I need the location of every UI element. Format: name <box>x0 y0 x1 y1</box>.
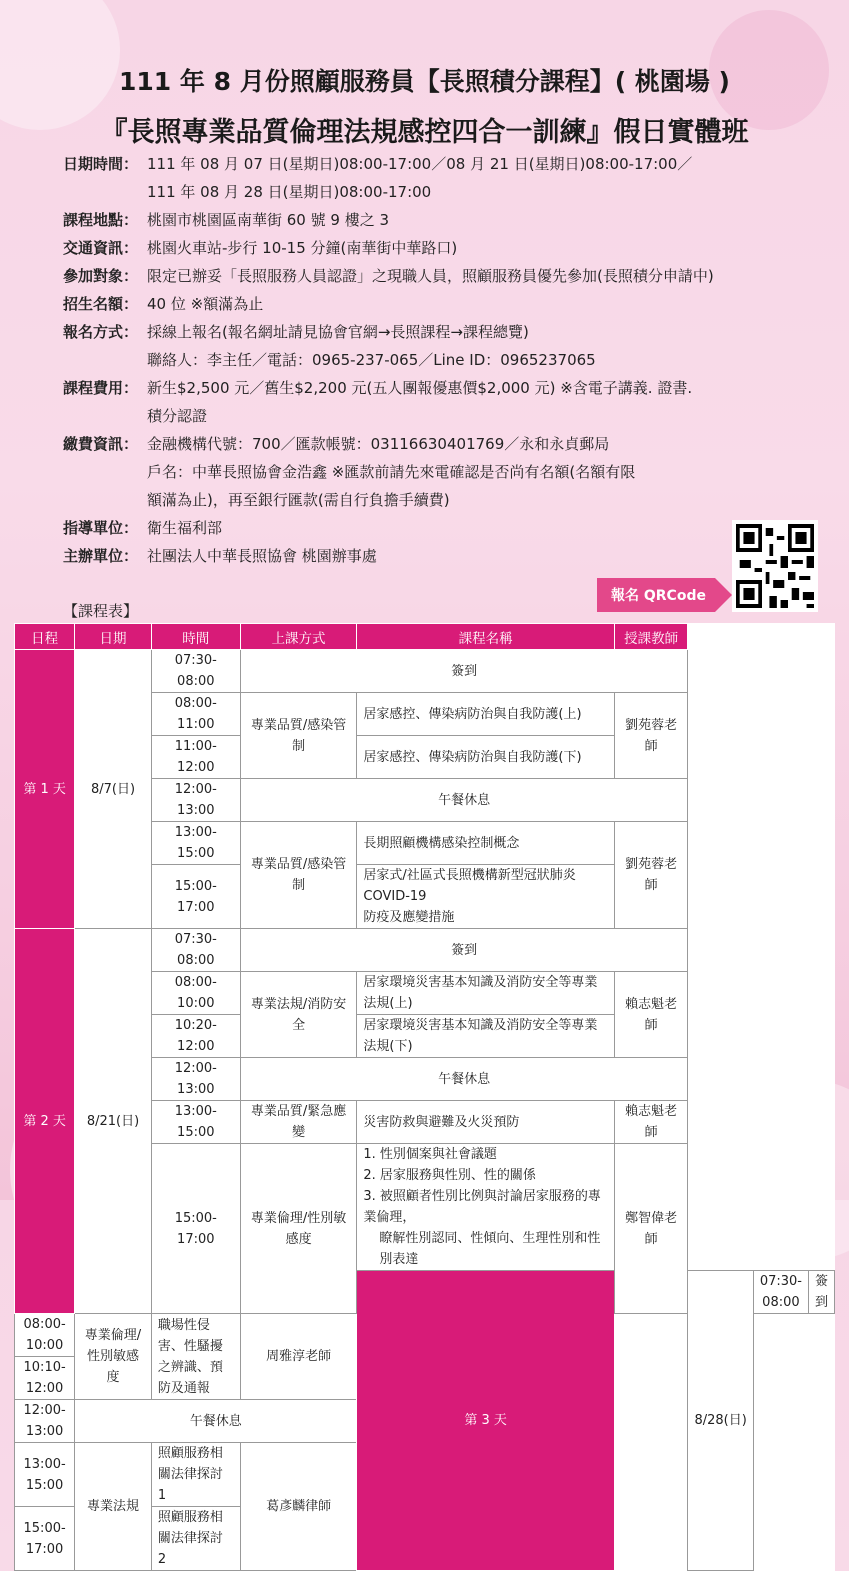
teacher-cell: 劉苑蓉老師 <box>614 693 688 779</box>
teacher-cell: 周雅淳老師 <box>240 1314 357 1400</box>
mode-cell: 專業倫理/性別敏感度 <box>75 1314 152 1400</box>
table-header <box>15 624 835 650</box>
header-teacher: 授課教師 <box>614 624 688 650</box>
table-row <box>15 650 835 693</box>
register-value: 採線上報名(報名網址請見協會官網→長照課程→課程總覽) <box>147 323 529 341</box>
course-cell: 居家式/社區式長照機構新型冠狀肺炎 COVID-19 <box>357 865 614 908</box>
page-subtitle: 『長照專業品質倫理法規感控四合一訓練』假日實體班 <box>100 117 749 148</box>
payment-label: 繳費資訊： <box>63 435 139 453</box>
payment-value-2: 戶名：中華長照協會金浩鑫 ※匯款前請先來電確認是否尚有名額(名額有限 <box>147 463 636 481</box>
course-cell: 2. 居家服務與性別、性的關係 <box>357 1165 614 1186</box>
time-cell: 13:00-15:00 <box>151 1101 240 1144</box>
quota-label: 招生名額： <box>63 295 139 313</box>
page-title: 111 年 8 月份照顧服務員【長照積分課程】( 桃園場 ) <box>119 67 730 96</box>
header-date: 日期 <box>75 624 152 650</box>
time-cell: 07:30-08:00 <box>151 650 240 693</box>
mode-cell: 專業品質/緊急應變 <box>240 1101 357 1144</box>
fee-value: 新生$2,500 元／舊生$2,200 元(五人團報優惠價$2,000 元) ※含電子講義. 證書. <box>147 379 693 397</box>
schedule-label: 【課程表】 <box>63 602 139 620</box>
schedule-table <box>14 623 835 1571</box>
teacher-cell: 劉苑蓉老師 <box>614 822 688 929</box>
transport-value: 桃園火車站-步行 10-15 分鐘(南華街中華路口) <box>147 239 458 257</box>
checkin-cell: 簽到 <box>240 650 688 693</box>
course-cell: 居家感控、傳染病防治與自我防護(下) <box>357 736 614 779</box>
time-cell: 08:00-10:00 <box>15 1314 75 1357</box>
time-cell: 15:00-17:00 <box>15 1507 75 1571</box>
course-info <box>63 150 823 570</box>
time-cell: 10:20-12:00 <box>151 1015 240 1058</box>
course-cell: 居家環境災害基本知識及消防安全等專業法規(上) <box>357 972 614 1015</box>
mode-cell: 專業法規/消防安全 <box>240 972 357 1058</box>
course-cell: 3. 被照顧者性別比例與討論居家服務的專業倫理， <box>357 1186 614 1228</box>
course-cell: 居家環境災害基本知識及消防安全等專業法規(下) <box>357 1015 614 1058</box>
contact-value: 聯絡人：李主任／電話：0965-237-065／Line ID：0965237065 <box>147 351 596 369</box>
lunch-cell: 午餐休息 <box>75 1400 357 1443</box>
course-cell: 居家感控、傳染病防治與自我防護(上) <box>357 693 614 736</box>
time-cell: 08:00-10:00 <box>151 972 240 1015</box>
teacher-cell: 葛彥麟律師 <box>240 1443 357 1571</box>
course-cell: 職場性侵害、性騷擾之辨識、預防及通報 <box>151 1314 240 1400</box>
course-cell: 防疫及應變措施 <box>357 907 614 929</box>
course-cell: 照顧服務相關法律探討 2 <box>151 1507 240 1571</box>
lunch-cell: 午餐休息 <box>240 779 688 822</box>
location-value: 桃園市桃園區南華街 60 號 9 樓之 3 <box>147 211 390 229</box>
teacher-cell: 鄭智偉老師 <box>614 1144 688 1314</box>
course-cell: 長期照顧機構感染控制概念 <box>357 822 614 865</box>
date-value-2: 111 年 08 月 28 日(星期日)08:00-17:00 <box>147 183 432 201</box>
time-cell: 07:30-08:00 <box>753 1271 808 1314</box>
time-cell: 07:30-08:00 <box>151 929 240 972</box>
time-cell: 13:00-15:00 <box>15 1443 75 1507</box>
guidance-value: 衛生福利部 <box>147 519 223 537</box>
mode-cell: 專業倫理/性別敏感度 <box>240 1144 357 1314</box>
mode-cell: 專業品質/感染管制 <box>240 693 357 779</box>
target-value: 限定已辦妥「長照服務人員認證」之現職人員，照顧服務員優先參加(長照積分申請中) <box>147 267 714 285</box>
day-cell: 第 2 天 <box>15 929 75 1314</box>
mode-cell: 專業品質/感染管制 <box>240 822 357 929</box>
header-time: 時間 <box>151 624 240 650</box>
target-label: 參加對象： <box>63 267 139 285</box>
checkin-cell: 簽到 <box>808 1271 834 1314</box>
registration-qrcode[interactable] <box>732 520 818 612</box>
location-label: 課程地點： <box>63 211 139 229</box>
organizer-value: 社團法人中華長照協會 桃園辦事處 <box>147 547 377 565</box>
transport-label: 交通資訊： <box>63 239 139 257</box>
date-cell: 8/28(日) <box>688 1271 753 1571</box>
time-cell: 15:00-17:00 <box>151 865 240 929</box>
time-cell: 08:00-11:00 <box>151 693 240 736</box>
day-cell: 第 3 天 <box>357 1271 614 1571</box>
time-cell: 13:00-15:00 <box>151 822 240 865</box>
teacher-cell: 賴志魁老師 <box>614 972 688 1058</box>
day-cell: 第 1 天 <box>15 650 75 929</box>
payment-value: 金融機構代號：700／匯款帳號：03116630401769／永和永貞郵局 <box>147 435 610 453</box>
quota-value: 40 位 ※額滿為止 <box>147 295 264 313</box>
time-cell: 12:00-13:00 <box>151 1058 240 1101</box>
mode-cell: 專業法規 <box>75 1443 152 1571</box>
fee-value-2: 積分認證 <box>147 407 208 425</box>
organizer-label: 主辦單位： <box>63 547 139 565</box>
checkin-cell: 簽到 <box>240 929 688 972</box>
course-cell: 災害防救與避難及火災預防 <box>357 1101 614 1144</box>
lunch-cell: 午餐休息 <box>240 1058 688 1101</box>
register-label: 報名方式： <box>63 323 139 341</box>
header-day: 日程 <box>15 624 75 650</box>
header-course: 課程名稱 <box>357 624 614 650</box>
course-cell: 照顧服務相關法律探討 1 <box>151 1443 240 1507</box>
date-cell: 8/7(日) <box>75 650 152 929</box>
course-cell: 瞭解性別認同、性傾向、生理性別和性別表達 <box>357 1228 614 1271</box>
time-cell: 12:00-13:00 <box>151 779 240 822</box>
payment-value-3: 額滿為止)，再至銀行匯款(需自行負擔手續費) <box>147 491 450 509</box>
course-cell: 1. 性別個案與社會議題 <box>357 1144 614 1166</box>
fee-label: 課程費用： <box>63 379 139 397</box>
time-cell: 10:10-12:00 <box>15 1357 75 1400</box>
date-value: 111 年 08 月 07 日(星期日)08:00-17:00／08 月 21 日(星期日)08:00-17:00／ <box>147 155 693 173</box>
qrcode-label: 報名 QRCode <box>597 578 715 612</box>
time-cell: 12:00-13:00 <box>15 1400 75 1443</box>
header-mode: 上課方式 <box>240 624 357 650</box>
teacher-cell: 賴志魁老師 <box>614 1101 688 1144</box>
date-label: 日期時間： <box>63 155 139 173</box>
date-cell: 8/21(日) <box>75 929 152 1314</box>
time-cell: 15:00-17:00 <box>151 1144 240 1314</box>
table-row <box>15 929 835 972</box>
time-cell: 11:00-12:00 <box>151 736 240 779</box>
guidance-label: 指導單位： <box>63 519 139 537</box>
